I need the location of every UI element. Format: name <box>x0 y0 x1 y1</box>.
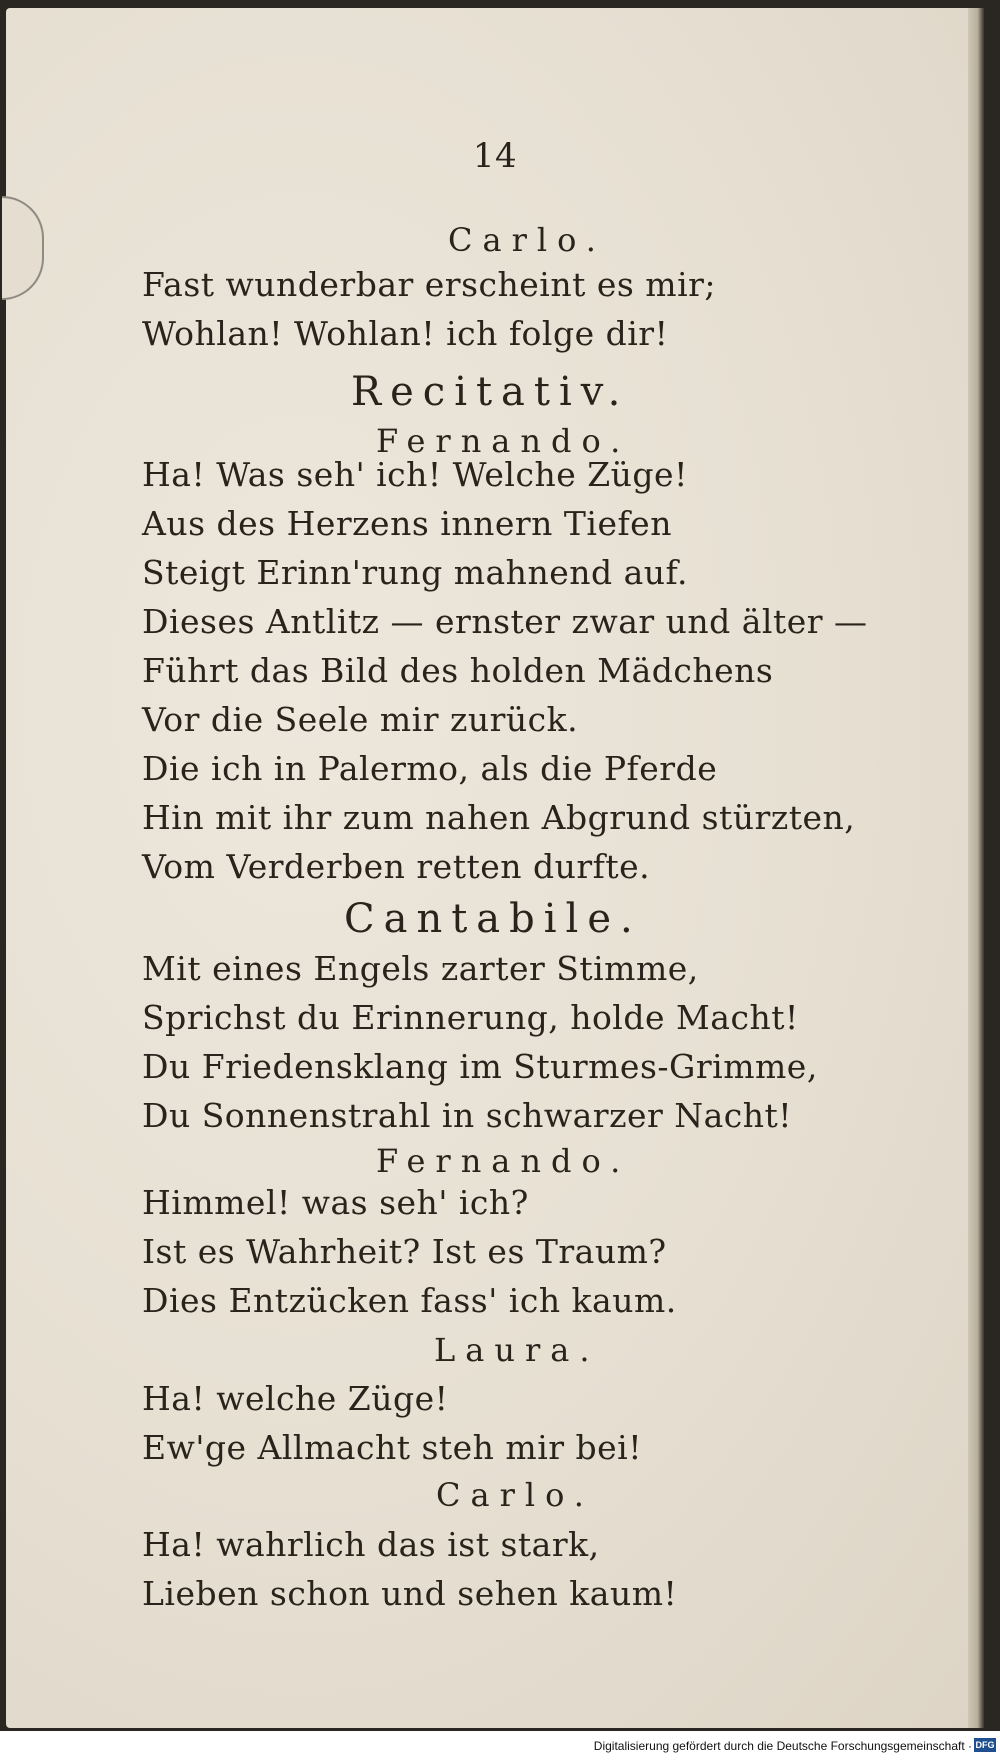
verse-line: Vor die Seele mir zurück. <box>142 700 579 739</box>
verse-line: Ha! wahrlich das ist stark, <box>142 1525 600 1564</box>
verse-line: Hin mit ihr zum nahen Abgrund stürzten, <box>142 798 856 837</box>
verse-line: Die ich in Palermo, als die Pferde <box>142 749 718 788</box>
page-edge <box>968 8 984 1728</box>
verse-line: Vom Verderben retten durfte. <box>142 847 651 886</box>
verse-line: Fast wunderbar erscheint es mir; <box>142 265 717 304</box>
verse-line: Du Sonnenstrahl in schwarzer Nacht! <box>142 1096 793 1135</box>
verse-line: Dies Entzücken fass' ich kaum. <box>142 1281 677 1320</box>
verse-line: Sprichst du Erinnerung, holde Macht! <box>142 998 799 1037</box>
page-number: 14 <box>472 136 518 176</box>
speaker-name: Carlo. <box>448 221 606 259</box>
footer-bar <box>0 1731 1000 1761</box>
verse-line: Aus des Herzens innern Tiefen <box>142 504 672 543</box>
dfg-logo: DFG <box>975 1740 995 1750</box>
verse-line: Mit eines Engels zarter Stimme, <box>142 949 699 988</box>
verse-line: Ha! Was seh' ich! Welche Züge! <box>142 455 688 494</box>
verse-line: Ist es Wahrheit? Ist es Traum? <box>142 1232 667 1271</box>
speaker-name: Fernando. <box>376 422 631 460</box>
section-heading: Cantabile. <box>344 896 642 942</box>
verse-line: Führt das Bild des holden Mädchens <box>142 651 774 690</box>
page-tab-mark <box>2 196 44 300</box>
verse-line: Ew'ge Allmacht steh mir bei! <box>142 1428 642 1467</box>
verse-line: Ha! welche Züge! <box>142 1379 449 1418</box>
speaker-name: Carlo. <box>436 1476 594 1514</box>
verse-line: Du Friedensklang im Sturmes-Grimme, <box>142 1047 818 1086</box>
speaker-name: Fernando. <box>376 1142 631 1180</box>
verse-line: Himmel! was seh' ich? <box>142 1183 529 1222</box>
verse-line: Wohlan! Wohlan! ich folge dir! <box>142 314 669 353</box>
section-heading: Recitativ. <box>351 369 630 415</box>
speaker-name: Laura. <box>434 1331 600 1369</box>
verse-line: Steigt Erinn'rung mahnend auf. <box>142 553 689 592</box>
verse-line: Lieben schon und sehen kaum! <box>142 1574 678 1613</box>
book-page <box>6 8 984 1728</box>
funding-credit: Digitalisierung gefördert durch die Deutsche Forschungsgemeinschaft · <box>593 1739 972 1753</box>
verse-line: Dieses Antlitz — ernster zwar und älter — <box>142 602 868 641</box>
